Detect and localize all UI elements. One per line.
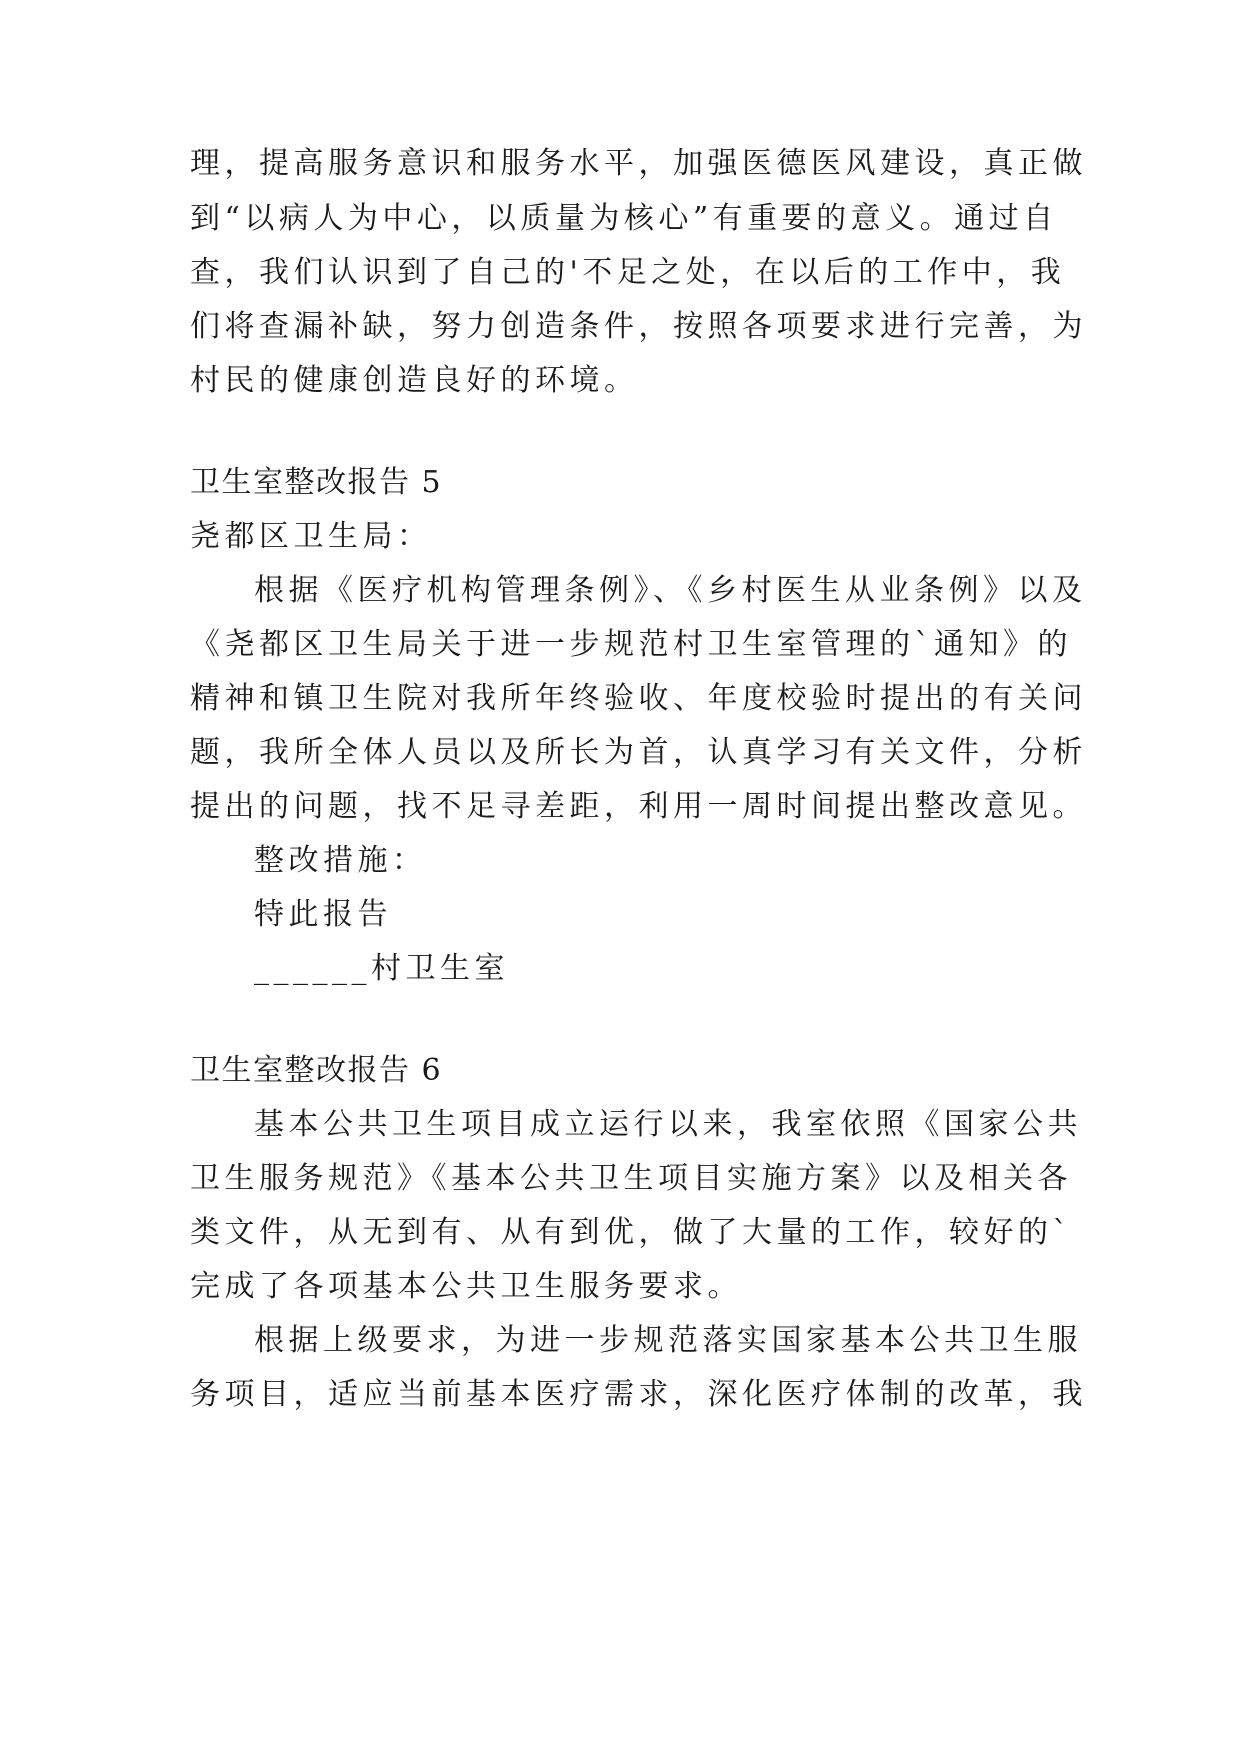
section-title-report-6: 卫生室整改报告 6 xyxy=(190,1053,443,1088)
closing-line: 特此报告 xyxy=(254,897,392,932)
intro-line: 村民的健康创造良好的环境。 xyxy=(190,363,639,398)
body-line: 题，我所全体人员以及所长为首，认真学习有关文件，分析 xyxy=(190,735,1087,770)
body-line: 根据《医疗机构管理条例》、《乡村医生从业条例》以及 xyxy=(254,573,1087,608)
signature-line: ______村卫生室 xyxy=(254,951,509,986)
intro-line: 到“以病人为中心，以质量为核心”有重要的意义。通过自 xyxy=(190,201,1058,236)
body-line: 类文件，从无到有、从有到优，做了大量的工作，较好的` xyxy=(190,1215,1072,1250)
body-line: 精神和镇卫生院对我所年终验收、年度校验时提出的有关问 xyxy=(190,681,1087,716)
body-line: 《尧都区卫生局关于进一步规范村卫生室管理的`通知》的 xyxy=(190,627,1072,662)
intro-line: 们将查漏补缺，努力创造条件，按照各项要求进行完善，为 xyxy=(190,309,1087,344)
body-line: 根据上级要求，为进一步规范落实国家基本公共卫生服 xyxy=(254,1323,1082,1358)
intro-line: 理，提高服务意识和服务水平，加强医德医风建设，真正做 xyxy=(190,146,1087,181)
body-line: 提出的问题，找不足寻差距，利用一周时间提出整改意见。 xyxy=(190,789,1087,824)
body-line: 卫生服务规范》《基本公共卫生项目实施方案》以及相关各 xyxy=(190,1161,1072,1196)
measures-heading: 整改措施： xyxy=(254,843,427,878)
section-title-report-5: 卫生室整改报告 5 xyxy=(190,465,443,500)
body-line: 完成了各项基本公共卫生服务要求。 xyxy=(190,1269,742,1304)
intro-line: 查，我们认识到了自己的'不足之处，在以后的工作中，我 xyxy=(190,255,1066,290)
body-line: 基本公共卫生项目成立运行以来，我室依照《国家公共 xyxy=(254,1107,1082,1142)
salutation: 尧都区卫生局： xyxy=(190,519,432,554)
body-line: 务项目，适应当前基本医疗需求，深化医疗体制的改革，我 xyxy=(190,1377,1087,1412)
